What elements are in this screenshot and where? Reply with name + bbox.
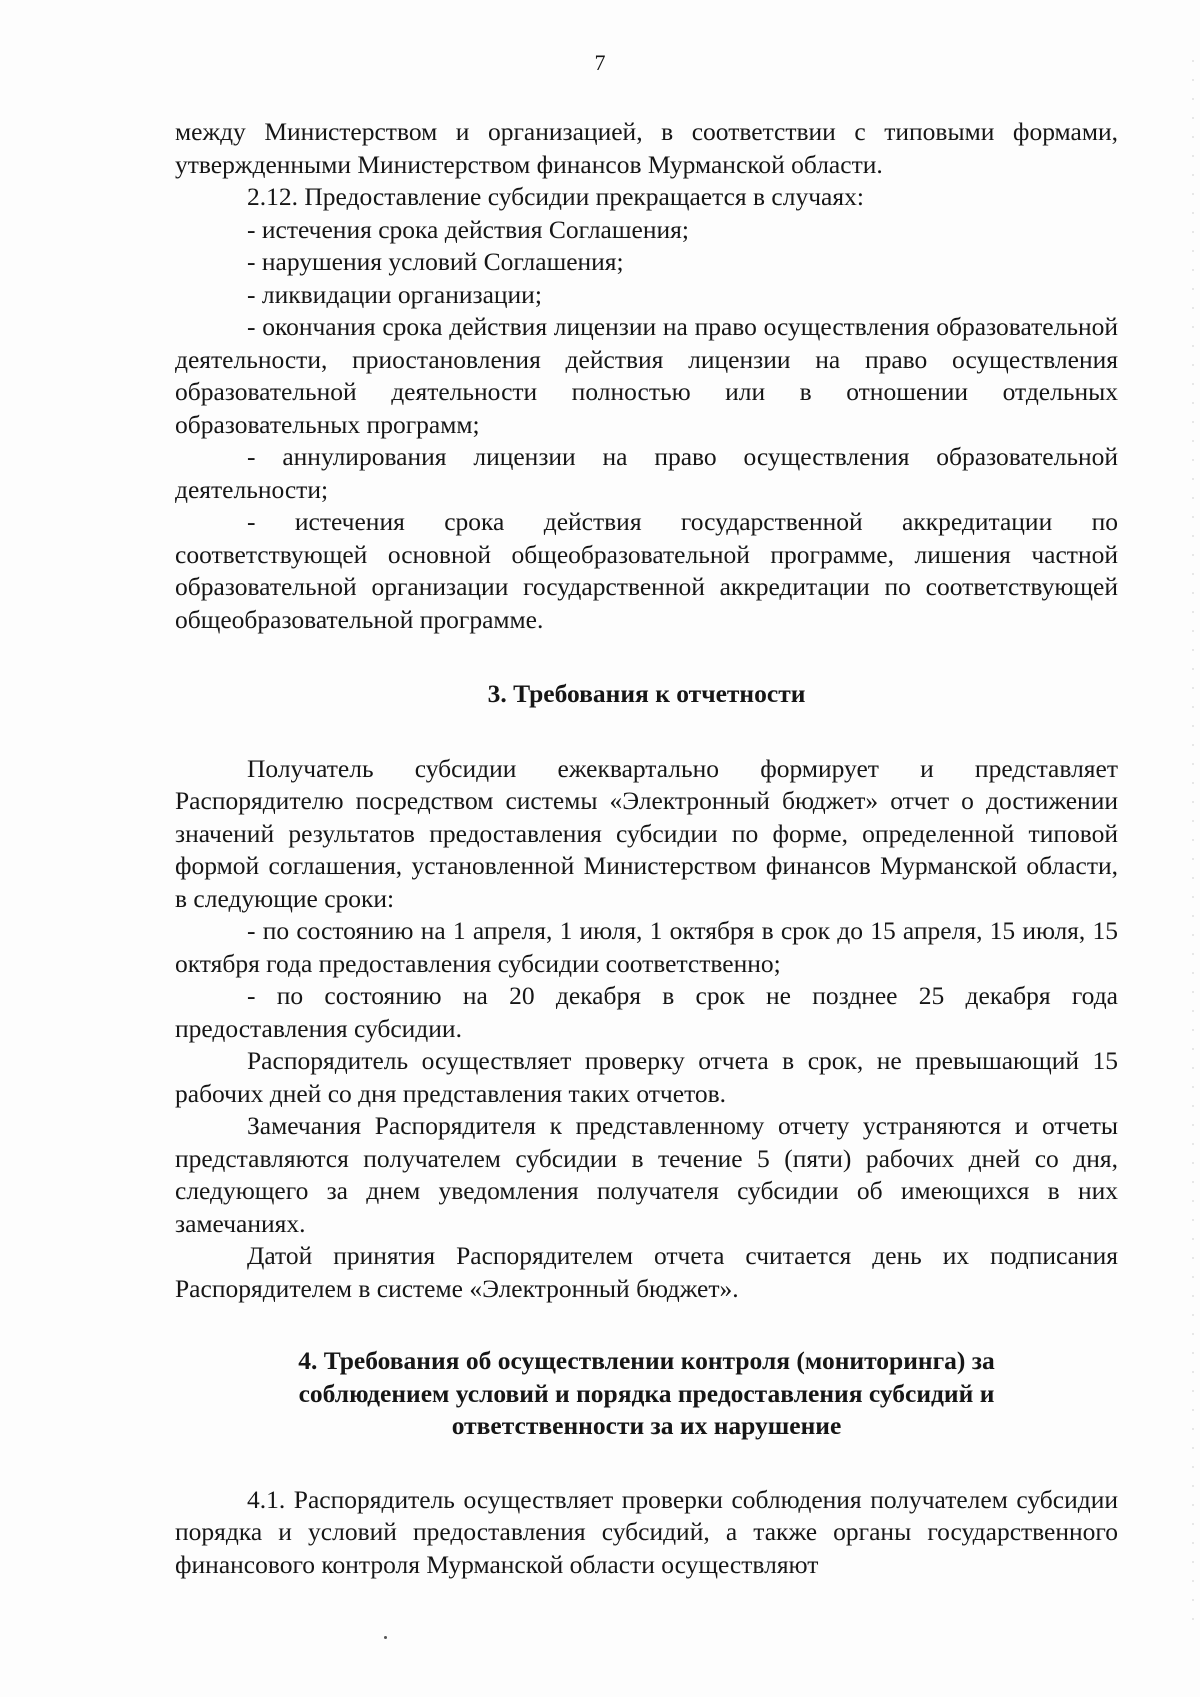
document-body <box>175 116 1118 1581</box>
list-item-agreement-violation: - нарушения условий Соглашения; <box>247 247 624 276</box>
reporting-deadline-december: - по состоянию на 20 декабря в срок не позднее 25 декабря года предоставления субсидии. <box>175 981 1118 1043</box>
clause-4-1: 4.1. Распорядитель осуществляет проверки соблюдения получателем субсидии порядка и условий предоставления субсидий, а также органы государственного финансового контроля Мурманской области осуществляют <box>175 1484 1118 1579</box>
report-review-paragraph: Распорядитель осуществляет проверку отчета в срок, не превышающий 15 рабочих дней со дня представления таких отчетов. <box>175 1046 1118 1108</box>
clause-2-12: 2.12. Предоставление субсидии прекращается в случаях: <box>247 182 864 211</box>
scan-speck <box>384 1636 387 1639</box>
list-item-liquidation: - ликвидации организации; <box>247 279 542 309</box>
list-item-agreement-expiry: - истечения срока действия Соглашения; <box>247 214 689 244</box>
page-number: 7 <box>594 50 606 75</box>
list-item-license-expiry: - окончания срока действия лицензии на право осуществления образовательной деятельности, приостановления действия лицензии на право осуществления образовательной деятельности полностью или в отношении отдельных образовательных программ; <box>175 312 1118 439</box>
list-item-license-annulment: - аннулирования лицензии на право осуществления образовательной деятельности; <box>175 442 1118 504</box>
paragraph-continuation: между Министерством и организацией, в соответствии с типовыми формами, утвержденными Министерством финансов Мурманской области. <box>175 117 1118 179</box>
reporting-paragraph: Получатель субсидии ежеквартально формирует и представляет Распорядителю посредством системы «Электронный бюджет» отчет о достижении значений результатов предоставления субсидии по форме, определенной типовой формой соглашения, установленной Министерством финансов Мурманской области, в следующие сроки: <box>175 753 1118 913</box>
list-item-accreditation-expiry: - истечения срока действия государственной аккредитации по соответствующей основной общеобразовательной программе, лишения частной образовательной организации государственной аккредитации по соответствующей общеобразовательной программе. <box>175 507 1118 634</box>
report-acceptance-paragraph: Датой принятия Распорядителем отчета считается день их подписания Распорядителем в системе «Электронный бюджет». <box>175 1241 1118 1303</box>
scan-edge-marks <box>1192 60 1194 1620</box>
section-4-heading: 4. Требования об осуществлении контроля (мониторинга) за соблюдением условий и порядка предоставления субсидий и ответственности за их нарушение <box>298 1346 995 1440</box>
report-remarks-paragraph: Замечания Распорядителя к представленному отчету устраняются и отчеты представляются получателем субсидии в течение 5 (пяти) рабочих дней со дня, следующего за днем уведомления получателя субсидии об имеющихся в них замечаниях. <box>175 1111 1118 1238</box>
section-3-heading: 3. Требования к отчетности <box>487 679 806 708</box>
reporting-deadline-quarterly: - по состоянию на 1 апреля, 1 июля, 1 октября в срок до 15 апреля, 15 июля, 15 октября года предоставления субсидии соответственно; <box>175 916 1118 978</box>
